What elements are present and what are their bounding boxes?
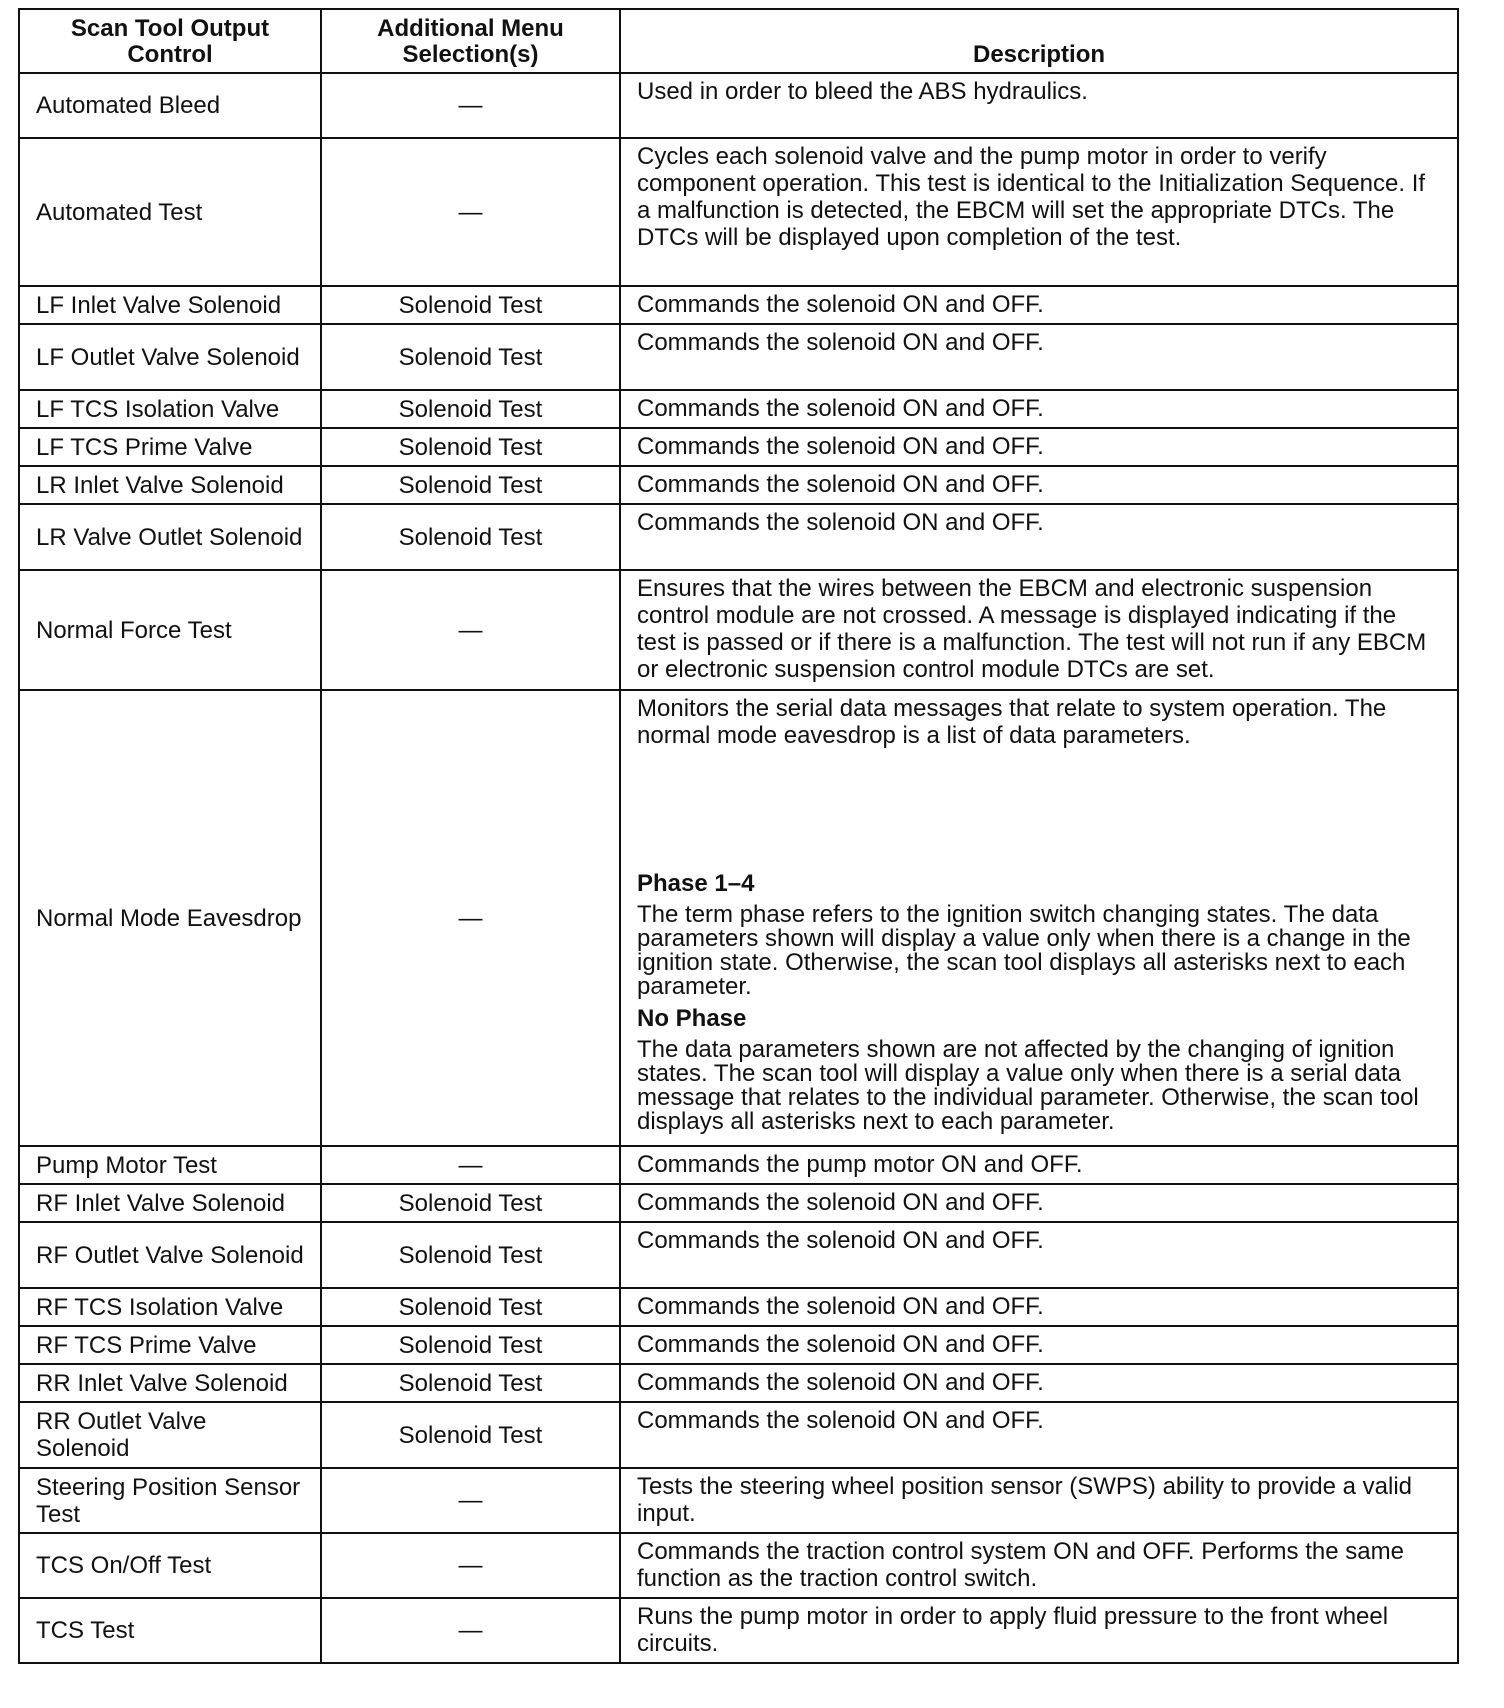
description-cell: Tests the steering wheel position sensor (SWPS) ability to provide a valid input. bbox=[620, 1468, 1458, 1533]
control-cell: TCS Test bbox=[19, 1598, 321, 1663]
control-cell: RF Inlet Valve Solenoid bbox=[19, 1184, 321, 1222]
control-cell: Pump Motor Test bbox=[19, 1146, 321, 1184]
description-cell: Commands the solenoid ON and OFF. bbox=[620, 1222, 1458, 1288]
menu-cell: Solenoid Test bbox=[321, 504, 620, 570]
menu-cell: Solenoid Test bbox=[321, 1184, 620, 1222]
table-row bbox=[19, 570, 1458, 690]
description-cell: Commands the solenoid ON and OFF. bbox=[620, 390, 1458, 428]
description-cell: Commands the solenoid ON and OFF. bbox=[620, 1326, 1458, 1364]
description-cell: Cycles each solenoid valve and the pump motor in order to verify component operation. This test is identical to the Initialization Sequence. If a malfunction is detected, the EBCM will set the appropriate DTCs. The DTCs will be displayed upon completion of the test. bbox=[620, 138, 1458, 286]
control-cell: TCS On/Off Test bbox=[19, 1533, 321, 1598]
menu-cell: — bbox=[321, 1598, 620, 1663]
table-row bbox=[19, 1364, 1458, 1402]
table-row bbox=[19, 324, 1458, 390]
menu-cell: Solenoid Test bbox=[321, 428, 620, 466]
table-row bbox=[19, 1146, 1458, 1184]
control-cell: RR Inlet Valve Solenoid bbox=[19, 1364, 321, 1402]
menu-cell: — bbox=[321, 690, 620, 1146]
table-row bbox=[19, 1184, 1458, 1222]
header-control: Scan Tool Output Control bbox=[19, 9, 321, 73]
description-cell: Ensures that the wires between the EBCM and electronic suspension control module are not crossed. A message is displayed indicating if the test is passed or if there is a malfunction. The test will not run if any EBCM or electronic suspension control module DTCs are set. bbox=[620, 570, 1458, 690]
table-header bbox=[19, 9, 1458, 73]
menu-cell: — bbox=[321, 1146, 620, 1184]
table-body bbox=[19, 73, 1458, 1663]
menu-cell: — bbox=[321, 138, 620, 286]
control-cell: RF Outlet Valve Solenoid bbox=[19, 1222, 321, 1288]
description-cell: Commands the pump motor ON and OFF. bbox=[620, 1146, 1458, 1184]
control-cell: Steering Position Sensor Test bbox=[19, 1468, 321, 1533]
description-cell: Commands the solenoid ON and OFF. bbox=[620, 1184, 1458, 1222]
table-row bbox=[19, 466, 1458, 504]
menu-cell: Solenoid Test bbox=[321, 1288, 620, 1326]
table-row bbox=[19, 504, 1458, 570]
menu-cell: — bbox=[321, 1468, 620, 1533]
blank-space bbox=[637, 749, 1441, 870]
table-row bbox=[19, 138, 1458, 286]
menu-cell: Solenoid Test bbox=[321, 390, 620, 428]
table-row bbox=[19, 428, 1458, 466]
control-cell: Normal Mode Eavesdrop bbox=[19, 690, 321, 1146]
control-cell: LF TCS Prime Valve bbox=[19, 428, 321, 466]
control-cell: LR Inlet Valve Solenoid bbox=[19, 466, 321, 504]
no-phase-text: The data parameters shown are not affected by the changing of ignition states. The scan tool will display a value only when there is a serial data message that relates to the individual parameter. Otherwise, the scan tool displays all asterisks next to each parameter. bbox=[637, 1036, 1419, 1135]
description-cell: Commands the solenoid ON and OFF. bbox=[620, 504, 1458, 570]
menu-cell: — bbox=[321, 1533, 620, 1598]
control-cell: Automated Bleed bbox=[19, 73, 321, 138]
menu-cell: — bbox=[321, 73, 620, 138]
table-row bbox=[19, 1533, 1458, 1598]
control-cell: Normal Force Test bbox=[19, 570, 321, 690]
control-cell: RR Outlet Valve Solenoid bbox=[19, 1402, 321, 1468]
description-cell: Commands the solenoid ON and OFF. bbox=[620, 1364, 1458, 1402]
description-cell: Commands the solenoid ON and OFF. bbox=[620, 428, 1458, 466]
table-row bbox=[19, 1598, 1458, 1663]
description-cell: Commands the solenoid ON and OFF. bbox=[620, 286, 1458, 324]
description-cell: Commands the solenoid ON and OFF. bbox=[620, 466, 1458, 504]
menu-cell: Solenoid Test bbox=[321, 286, 620, 324]
table-row bbox=[19, 1288, 1458, 1326]
menu-cell: Solenoid Test bbox=[321, 1364, 620, 1402]
table-row bbox=[19, 1468, 1458, 1533]
table-row bbox=[19, 1402, 1458, 1468]
menu-cell: Solenoid Test bbox=[321, 1402, 620, 1468]
description-cell bbox=[620, 690, 1458, 1146]
no-phase-heading: No Phase bbox=[637, 1005, 747, 1032]
menu-cell: — bbox=[321, 570, 620, 690]
header-menu: Additional Menu Selection(s) bbox=[321, 9, 620, 73]
menu-cell: Solenoid Test bbox=[321, 1326, 620, 1364]
description-cell: Commands the traction control system ON and OFF. Performs the same function as the traction control switch. bbox=[620, 1533, 1458, 1598]
table-row bbox=[19, 1326, 1458, 1364]
menu-cell: Solenoid Test bbox=[321, 466, 620, 504]
description-cell: Used in order to bleed the ABS hydraulics. bbox=[620, 73, 1458, 138]
description-cell: Commands the solenoid ON and OFF. bbox=[620, 324, 1458, 390]
description-cell: Commands the solenoid ON and OFF. bbox=[620, 1402, 1458, 1468]
phase-text: The term phase refers to the ignition switch changing states. The data parameters shown will display a value only when there is a change in the ignition state. Otherwise, the scan tool displays all asterisks next to each parameter. bbox=[637, 901, 1411, 1000]
table-row bbox=[19, 690, 1458, 1146]
description-cell: Runs the pump motor in order to apply fluid pressure to the front wheel circuits. bbox=[620, 1598, 1458, 1663]
control-cell: LF TCS Isolation Valve bbox=[19, 390, 321, 428]
control-cell: LF Inlet Valve Solenoid bbox=[19, 286, 321, 324]
menu-cell: Solenoid Test bbox=[321, 324, 620, 390]
table-row bbox=[19, 286, 1458, 324]
description-cell: Commands the solenoid ON and OFF. bbox=[620, 1288, 1458, 1326]
scan-tool-output-controls-table bbox=[18, 8, 1459, 1664]
control-cell: RF TCS Prime Valve bbox=[19, 1326, 321, 1364]
phase-heading: Phase 1–4 bbox=[637, 870, 755, 897]
control-cell: LR Valve Outlet Solenoid bbox=[19, 504, 321, 570]
control-cell: RF TCS Isolation Valve bbox=[19, 1288, 321, 1326]
table-row bbox=[19, 390, 1458, 428]
table-row bbox=[19, 73, 1458, 138]
control-cell: Automated Test bbox=[19, 138, 321, 286]
header-row bbox=[19, 9, 1458, 73]
table-row bbox=[19, 1222, 1458, 1288]
header-description: Description bbox=[620, 9, 1458, 73]
eavesdrop-intro: Monitors the serial data messages that relate to system operation. The normal mode eavesdrop is a list of data parameters. bbox=[637, 695, 1387, 749]
menu-cell: Solenoid Test bbox=[321, 1222, 620, 1288]
control-cell: LF Outlet Valve Solenoid bbox=[19, 324, 321, 390]
